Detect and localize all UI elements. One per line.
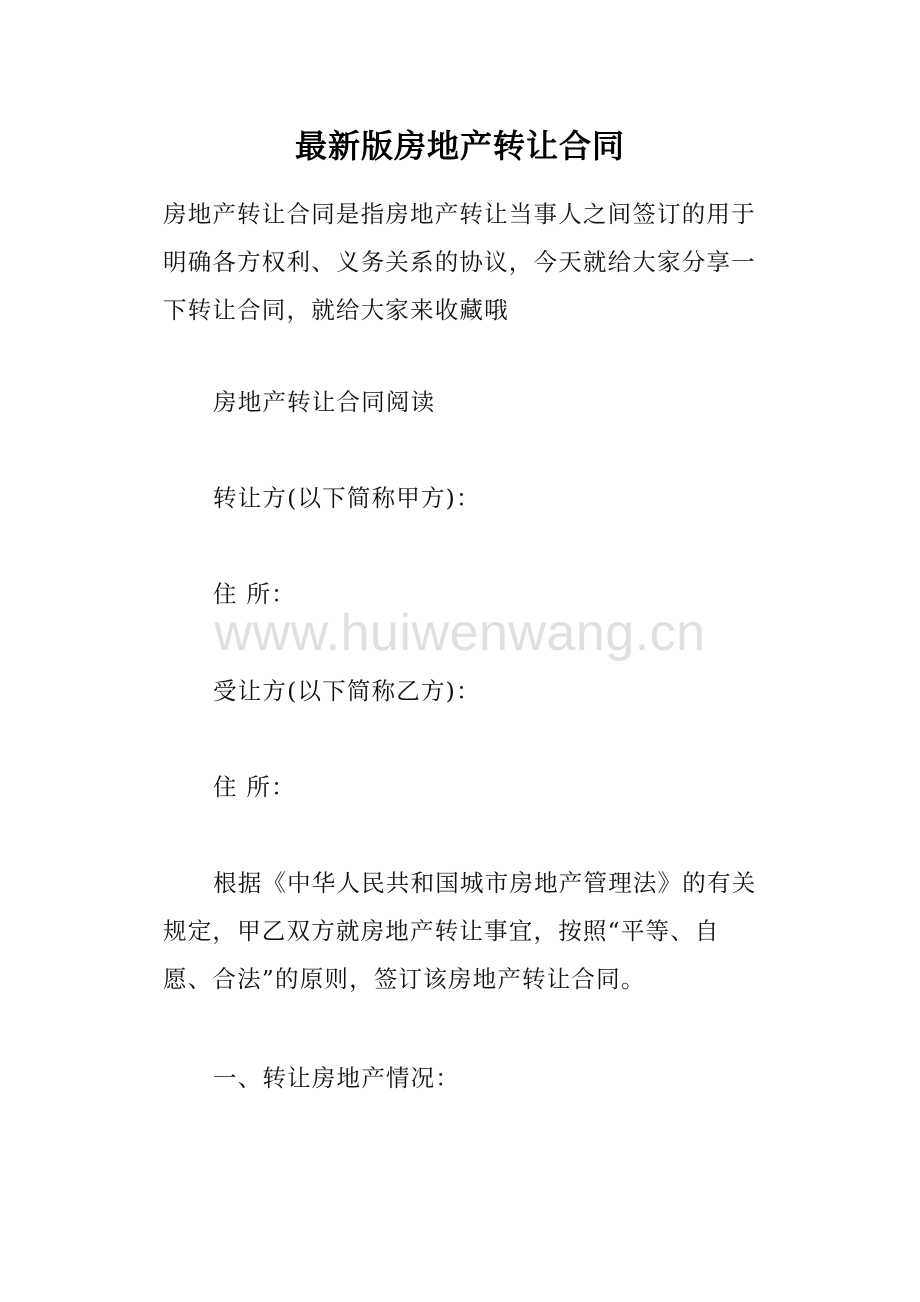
intro-paragraph: 房地产转让合同是指房地产转让当事人之间签订的用于明确各方权利、义务关系的协议，今天就给大家分享一下转让合同，就给大家来收藏哦 <box>163 200 756 324</box>
watermark-text: www.huiwenwang.cn <box>214 604 706 662</box>
preamble-paragraph: 根据《中华人民共和国城市房地产管理法》的有关规定，甲乙双方就房地产转让事宜，按照“平等、自愿、合法”的原则，签订该房地产转让合同。 <box>163 869 757 993</box>
transferor-address-label: 住 所： <box>213 580 296 608</box>
section-heading: 房地产转让合同阅读 <box>213 388 436 416</box>
document-title: 最新版房地产转让合同 <box>294 127 625 165</box>
transferee-address-label: 住 所： <box>213 773 296 801</box>
transferor-label: 转让方(以下简称甲方)： <box>213 484 481 512</box>
clause-1-heading: 一、转让房地产情况： <box>213 1064 460 1092</box>
transferee-label: 受让方(以下简称乙方)： <box>213 677 481 705</box>
